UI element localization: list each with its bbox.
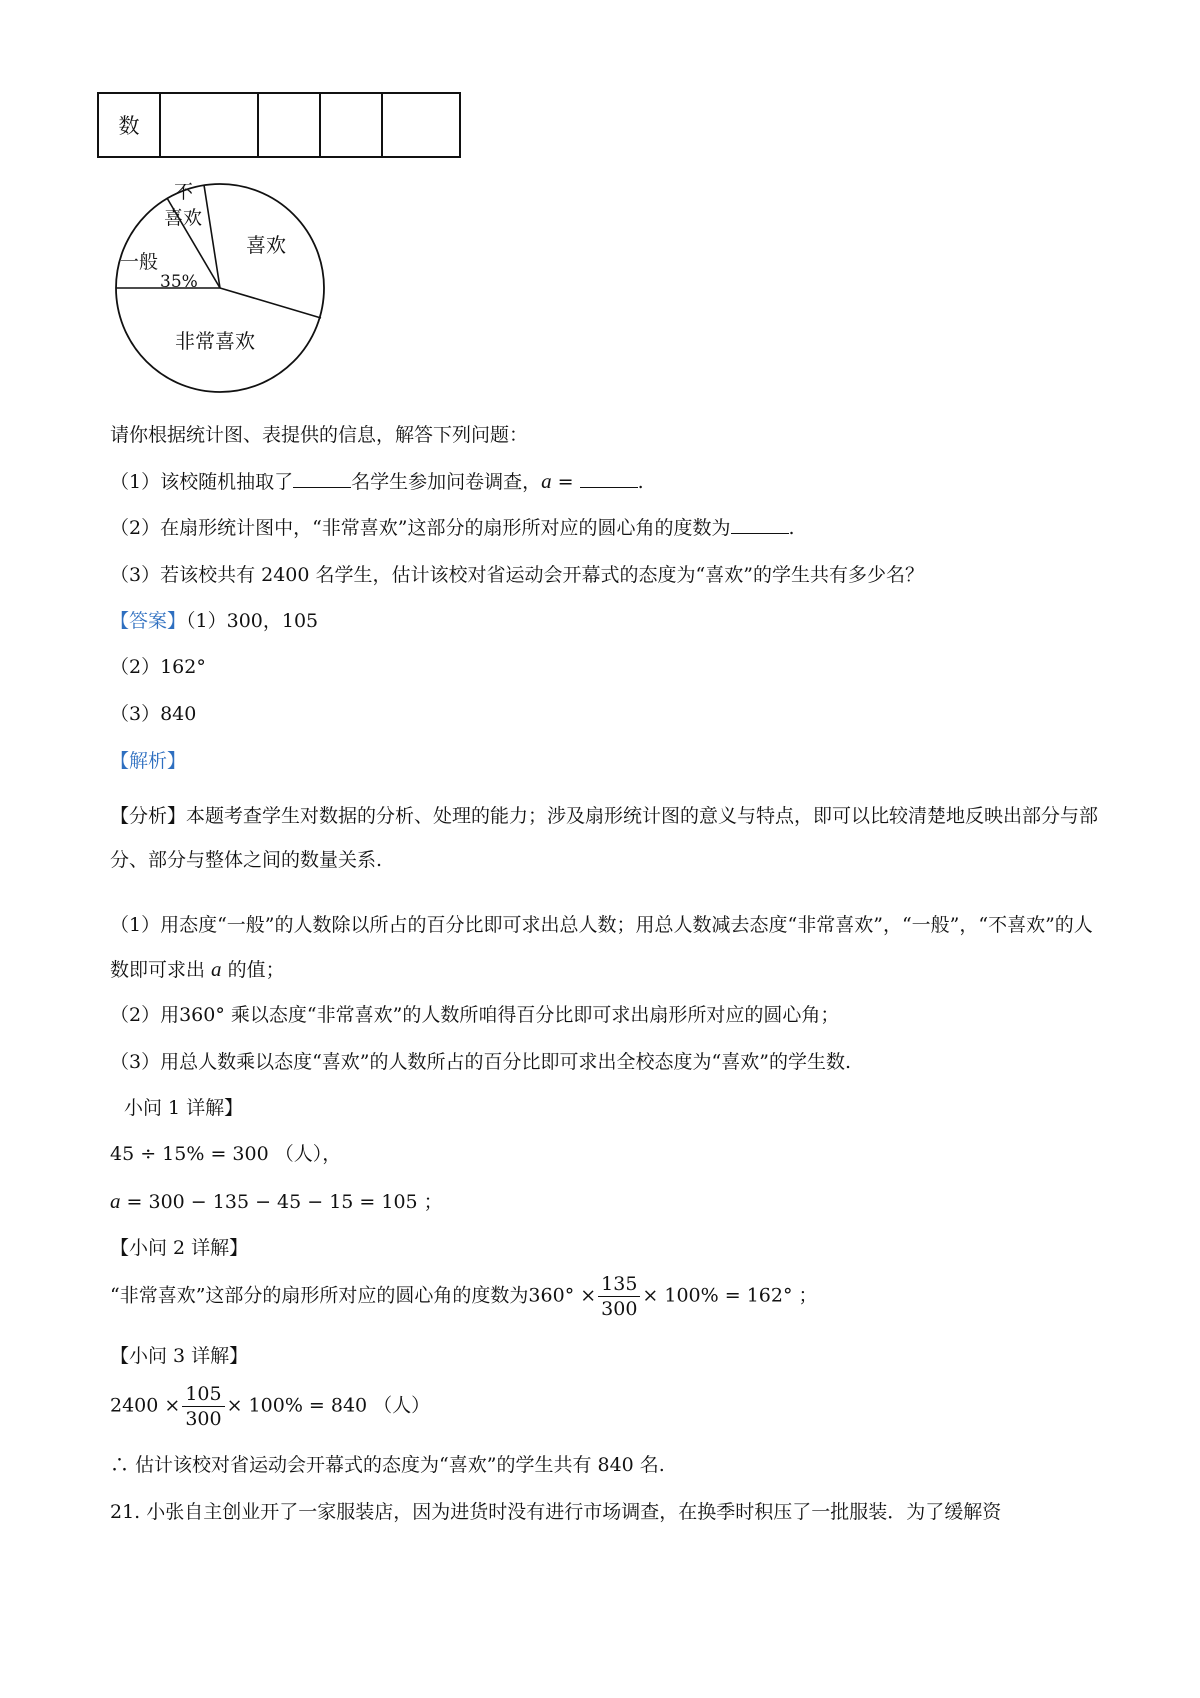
question-1-end: .	[637, 471, 644, 493]
pie-label-not-like-1: 不	[174, 181, 194, 203]
analysis-paragraph-2	[110, 903, 1100, 992]
conclusion-line: ∴ 估计该校对省运动会开幕式的态度为“喜欢”的学生共有 840 名.	[110, 1454, 665, 1476]
pie-label-very-like: 非常喜欢	[175, 329, 255, 353]
analysis-paragraph-4: （3）用总人数乘以态度“喜欢”的人数所占的百分比即可求出全校态度为“喜欢”的学生数.	[110, 1051, 851, 1073]
answer-2: （2）162°	[110, 656, 206, 678]
pie-label-not-like-2: 喜欢	[164, 207, 203, 229]
fraction-numerator: 135	[598, 1272, 640, 1297]
analysis-paragraph-1: 【分析】本题考查学生对数据的分析、处理的能力；涉及扇形统计图的意义与特点，即可以比较清楚地反映出部分与部分、部分与整体之间的数量关系.	[110, 805, 1099, 871]
pie-divider	[204, 185, 220, 288]
calc-line-3	[110, 1272, 818, 1321]
pie-label-general-percent: 35%	[160, 272, 198, 292]
analysis-label: 【解析】	[110, 750, 187, 772]
question-2-text: （2）在扇形统计图中，“非常喜欢”这部分的扇形所对应的圆心角的度数为	[110, 517, 731, 539]
question-2	[110, 515, 795, 541]
answer-tag: 【答案】	[110, 610, 187, 632]
sub-question-2-heading: 【小问 2 详解】	[110, 1237, 249, 1259]
fraction-numerator: 105	[182, 1382, 224, 1407]
question-1-equals: =	[551, 471, 580, 493]
calc-line-3-text-b: × 100% = 162° ；	[642, 1284, 818, 1307]
pie-label-general: 一般	[120, 251, 159, 273]
table-cell	[320, 93, 382, 157]
stats-table-fragment	[97, 92, 461, 158]
question-1-text-a: （1）该校随机抽取了	[110, 471, 294, 493]
calc-line-4	[110, 1382, 430, 1431]
variable-a: a	[110, 1189, 121, 1213]
fraction	[182, 1382, 224, 1431]
table-row-label: 数	[98, 93, 160, 157]
pie-chart	[100, 168, 340, 408]
fraction	[598, 1272, 640, 1321]
answer-line-1	[110, 608, 318, 634]
variable-a: a	[541, 469, 552, 493]
answer-blank	[580, 469, 638, 488]
next-question: 21. 小张自主创业开了一家服装店，因为进货时没有进行市场调查，在换季时积压了一批服装．为了缓解资	[110, 1501, 1002, 1523]
question-3: （3）若该校共有 2400 名学生，估计该校对省运动会开幕式的态度为“喜欢”的学生共有多少名？	[110, 564, 924, 586]
analysis-paragraph-2-text-b: 的值；	[221, 959, 285, 981]
pie-divider	[220, 288, 321, 318]
analysis-paragraph-2-text-a: （1）用态度“一般”的人数除以所占的百分比即可求出总人数；用总人数减去态度“非常喜欢”，“一般”，“不喜欢”的人数即可求出	[110, 914, 1093, 981]
answer-3: （3）840	[110, 703, 197, 725]
answer-blank	[293, 469, 351, 488]
fraction-denominator: 300	[601, 1298, 638, 1320]
calc-line-4-text-b: × 100% = 840 （人）	[226, 1394, 431, 1417]
calc-line-4-text-a: 2400 ×	[110, 1394, 181, 1417]
question-1	[110, 468, 644, 495]
variable-a: a	[211, 957, 222, 981]
calc-line-2-text: = 300 − 135 − 45 − 15 = 105 ；	[120, 1191, 443, 1213]
calc-line-1: 45 ÷ 15% = 300 （人），	[110, 1143, 342, 1165]
sub-question-3-heading: 【小问 3 详解】	[110, 1345, 249, 1367]
table-row	[98, 93, 460, 157]
sub-question-1-heading: 小问 1 详解】	[124, 1097, 244, 1119]
table-cell	[258, 93, 320, 157]
table-cell	[160, 93, 258, 157]
pie-label-like: 喜欢	[246, 233, 286, 257]
calc-line-3-text-a: “非常喜欢”这部分的扇形所对应的圆心角的度数为360° ×	[110, 1284, 597, 1307]
answer-1: （1）300，105	[186, 610, 319, 632]
table-cell	[382, 93, 460, 157]
fraction-denominator: 300	[185, 1408, 222, 1430]
analysis-tag	[110, 748, 186, 774]
analysis-paragraph-3: （2）用360° 乘以态度“非常喜欢”的人数所咱得百分比即可求出扇形所对应的圆心角；	[110, 1004, 840, 1026]
answer-blank	[731, 515, 789, 534]
question-2-end: .	[788, 517, 795, 539]
question-1-text-b: 名学生参加问卷调查，	[351, 471, 542, 493]
intro-text: 请你根据统计图、表提供的信息，解答下列问题：	[110, 424, 529, 446]
calc-line-2	[110, 1188, 443, 1215]
